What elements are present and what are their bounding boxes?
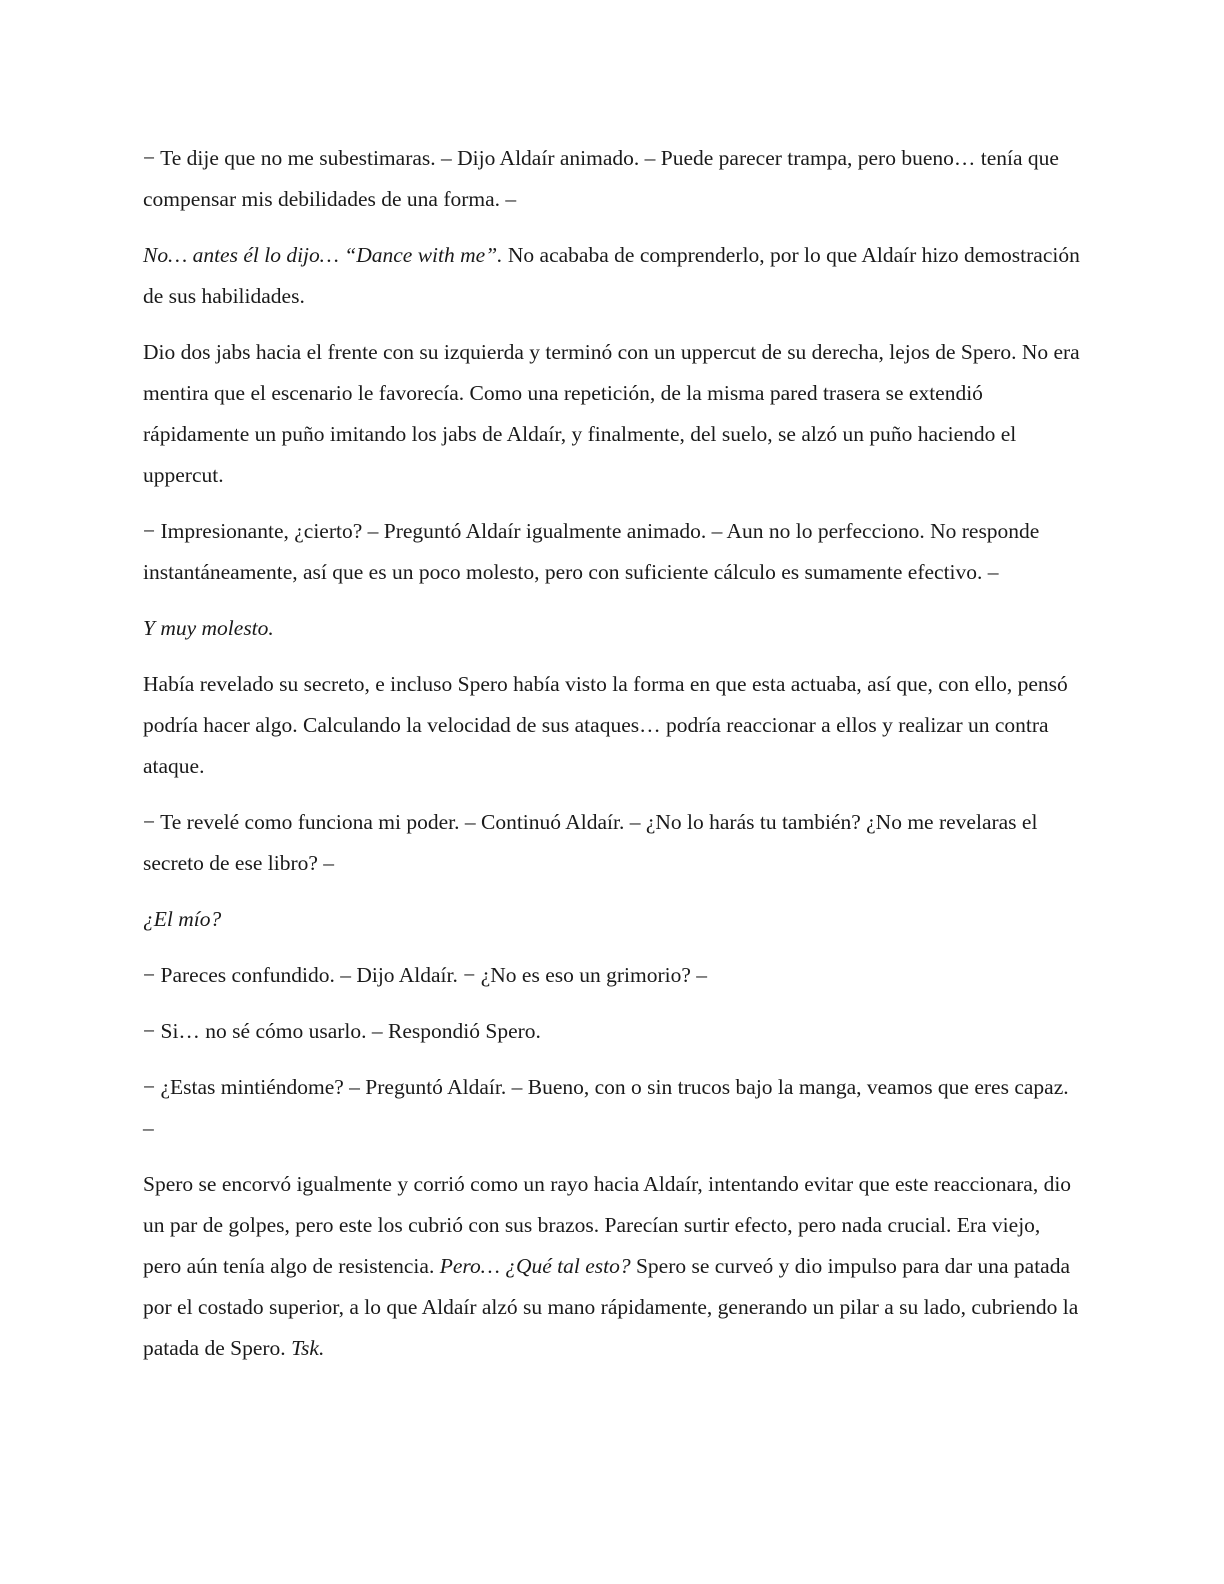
paragraph [143, 802, 1083, 884]
paragraph [143, 955, 1083, 996]
paragraph [143, 1011, 1083, 1052]
dialogue-text: − Impresionante, ¿cierto? – Preguntó Aldaír igualmente animado. – Aun no lo perfecciono. No responde instantáneamente, así que es un poco molesto, pero con suficiente cálculo es sumamente efectivo. – [143, 519, 1040, 584]
dialogue-text: − Pareces confundido. – Dijo Aldaír. − ¿No es eso un grimorio? – [143, 963, 708, 987]
paragraph [143, 235, 1083, 317]
narration-text: Había revelado su secreto, e incluso Spero había visto la forma en que esta actuaba, así que, con ello, pensó podría hacer algo. Calculando la velocidad de sus ataques… podría reaccionar a ellos y realizar un contra ataque. [143, 672, 1068, 778]
paragraph [143, 899, 1083, 940]
dialogue-text: − Si… no sé cómo usarlo. – Respondió Spero. [143, 1019, 541, 1043]
paragraph [143, 1067, 1083, 1149]
narration-text: No acababa de comprenderlo, por lo que Aldaír hizo demostración de sus habilidades. [143, 243, 1080, 308]
dialogue-text: − ¿Estas mintiéndome? – Preguntó Aldaír. – Bueno, con o sin trucos bajo la manga, veamos que eres capaz. – [143, 1075, 1069, 1140]
paragraph [143, 332, 1083, 496]
paragraph [143, 138, 1083, 220]
dialogue-text: − Te revelé como funciona mi poder. – Continuó Aldaír. – ¿No lo harás tu también? ¿No me revelaras el secreto de ese libro? – [143, 810, 1038, 875]
narration-text: Spero se encorvó igualmente y corrió como un rayo hacia Aldaír, intentando evitar que este reaccionara, dio un par de golpes, pero este los cubrió con sus brazos. Parecían surtir efecto, pero nada crucial. Era viejo, pero aún tenía algo de resistencia. [143, 1172, 1072, 1278]
dialogue-text: − Te dije que no me subestimaras. – Dijo Aldaír animado. – Puede parecer trampa, pero bueno… tenía que compensar mis debilidades de una forma. – [143, 146, 1059, 211]
paragraph [143, 664, 1083, 787]
paragraph [143, 608, 1083, 649]
inner-thought-text: Tsk. [291, 1336, 325, 1360]
narration-text: Dio dos jabs hacia el frente con su izquierda y terminó con un uppercut de su derecha, lejos de Spero. No era mentira que el escenario le favorecía. Como una repetición, de la misma pared trasera se extendió rápidamente un puño imitando los jabs de Aldaír, y finalmente, del suelo, se alzó un puño haciendo el uppercut. [143, 340, 1080, 487]
inner-thought-text: ¿El mío? [143, 907, 222, 931]
inner-thought-text: Y muy molesto. [143, 616, 274, 640]
paragraph [143, 1164, 1083, 1369]
inner-thought-text: No… antes él lo dijo… “Dance with me”. [143, 243, 503, 267]
paragraph [143, 511, 1083, 593]
narration-text: Spero se curveó y dio impulso para dar una patada por el costado superior, a lo que Aldaír alzó su mano rápidamente, generando un pilar a su lado, cubriendo la patada de Spero. [143, 1254, 1079, 1360]
document-body [143, 138, 1083, 1384]
inner-thought-text: Pero… ¿Qué tal esto? [439, 1254, 631, 1278]
